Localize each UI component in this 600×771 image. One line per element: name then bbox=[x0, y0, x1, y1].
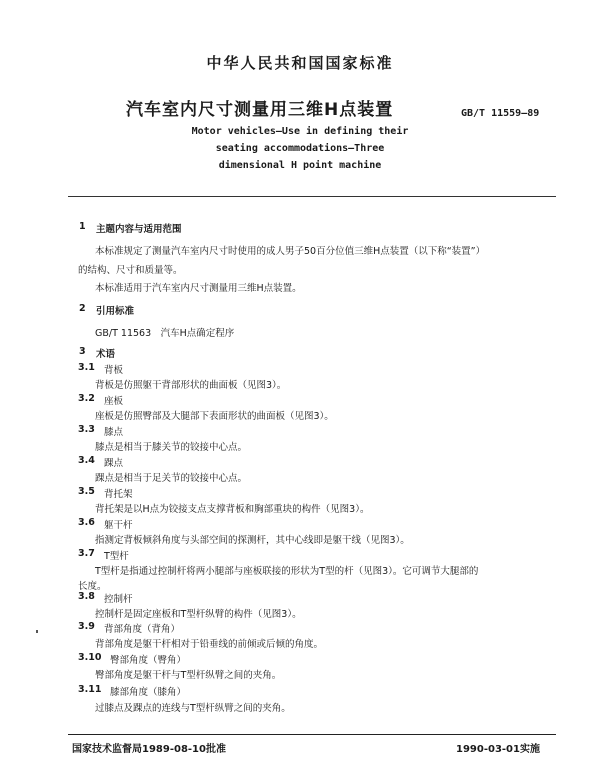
term-3-7-number: 3.7 bbox=[78, 548, 95, 559]
term-3-1-number: 3.1 bbox=[78, 362, 95, 373]
term-3-11-number: 3.11 bbox=[78, 684, 102, 695]
section-2-reference: GB/T 11563 汽车H点确定程序 bbox=[95, 328, 235, 339]
term-3-6-definition: 指测定背板倾斜角度与头部空间的探测杆，其中心线即是躯干线（见图3）。 bbox=[95, 535, 410, 546]
section-2-number: 2 bbox=[79, 303, 86, 314]
term-3-9-definition: 背部角度是躯干杆相对于铅垂线的前倾或后倾的角度。 bbox=[95, 639, 324, 650]
term-3-4-number: 3.4 bbox=[78, 455, 95, 466]
term-3-5-definition: 背托架是以H点为铰接支点支撑背板和胸部重块的构件（见图3）。 bbox=[95, 504, 370, 515]
section-1-title: 主题内容与适用范围 bbox=[96, 224, 182, 235]
term-3-8-number: 3.8 bbox=[78, 591, 95, 602]
term-3-5-title: 背托架 bbox=[104, 489, 133, 500]
term-3-5-number: 3.5 bbox=[78, 486, 95, 497]
term-3-10-title: 臀部角度（臀角） bbox=[110, 655, 187, 666]
scan-speck bbox=[36, 630, 38, 633]
term-3-8-title: 控制杆 bbox=[104, 594, 133, 605]
standard-code: GB/T 11559—89 bbox=[461, 108, 540, 119]
term-3-9-number: 3.9 bbox=[78, 621, 95, 632]
document-title-en-line-2: seating accommodations—Three bbox=[215, 143, 385, 154]
term-3-7-title: T型杆 bbox=[104, 551, 129, 562]
term-3-1-title: 背板 bbox=[104, 365, 124, 376]
bottom-divider bbox=[68, 734, 556, 735]
section-3-title: 术语 bbox=[96, 349, 116, 360]
term-3-8-definition: 控制杆是固定座板和T型杆纵臂的构件（见图3）。 bbox=[95, 609, 302, 620]
term-3-2-title: 座板 bbox=[104, 396, 124, 407]
section-3-number: 3 bbox=[79, 346, 86, 357]
term-3-9-title: 背部角度（背角） bbox=[104, 624, 181, 635]
term-3-11-title: 膝部角度（膝角） bbox=[110, 687, 187, 698]
term-3-7-definition-a: T型杆是指通过控制杆将两小腿部与座板联接的形状为T型的杆（见图3）。它可调节大腿部的 bbox=[95, 566, 479, 577]
term-3-4-definition: 踝点是相当于足关节的铰接中心点。 bbox=[95, 473, 248, 484]
document-title-en-line-1: Motor vehicles—Use in defining their bbox=[191, 126, 409, 137]
document-title-en-line-3: dimensional H point machine bbox=[218, 160, 382, 171]
document-title-zh: 汽车室内尺寸测量用三维H点装置 bbox=[126, 100, 394, 120]
term-3-2-number: 3.2 bbox=[78, 393, 95, 404]
term-3-6-number: 3.6 bbox=[78, 517, 95, 528]
term-3-3-definition: 膝点是相当于膝关节的铰接中心点。 bbox=[95, 442, 248, 453]
section-1-paragraph-1b: 的结构、尺寸和质量等。 bbox=[78, 265, 183, 276]
term-3-10-definition: 臀部角度是躯干杆与T型杆纵臂之间的夹角。 bbox=[95, 670, 282, 681]
term-3-6-title: 躯干杆 bbox=[104, 520, 133, 531]
standard-header: 中华人民共和国国家标准 bbox=[206, 54, 394, 72]
section-1-paragraph-1a: 本标准规定了测量汽车室内尺寸时使用的成人男子50百分位值三维H点装置（以下称“装置”） bbox=[95, 246, 486, 257]
section-2-title: 引用标准 bbox=[96, 306, 135, 317]
term-3-4-title: 踝点 bbox=[104, 458, 124, 469]
term-3-10-number: 3.10 bbox=[78, 652, 102, 663]
term-3-2-definition: 座板是仿照臀部及大腿部下表面形状的曲面板（见图3）。 bbox=[95, 411, 334, 422]
term-3-3-number: 3.3 bbox=[78, 424, 95, 435]
top-divider bbox=[68, 196, 556, 197]
approval-date: 国家技术监督局1989-08-10批准 bbox=[72, 744, 226, 755]
term-3-11-definition: 过膝点及踝点的连线与T型杆纵臂之间的夹角。 bbox=[95, 703, 291, 714]
section-1-paragraph-2: 本标准适用于汽车室内尺寸测量用三维H点装置。 bbox=[95, 283, 302, 294]
section-1-number: 1 bbox=[79, 221, 86, 232]
term-3-1-definition: 背板是仿照躯干背部形状的曲面板（见图3）。 bbox=[95, 380, 287, 391]
term-3-3-title: 膝点 bbox=[104, 427, 124, 438]
term-3-7-definition-b: 长度。 bbox=[78, 581, 107, 592]
implementation-date: 1990-03-01实施 bbox=[456, 744, 540, 755]
